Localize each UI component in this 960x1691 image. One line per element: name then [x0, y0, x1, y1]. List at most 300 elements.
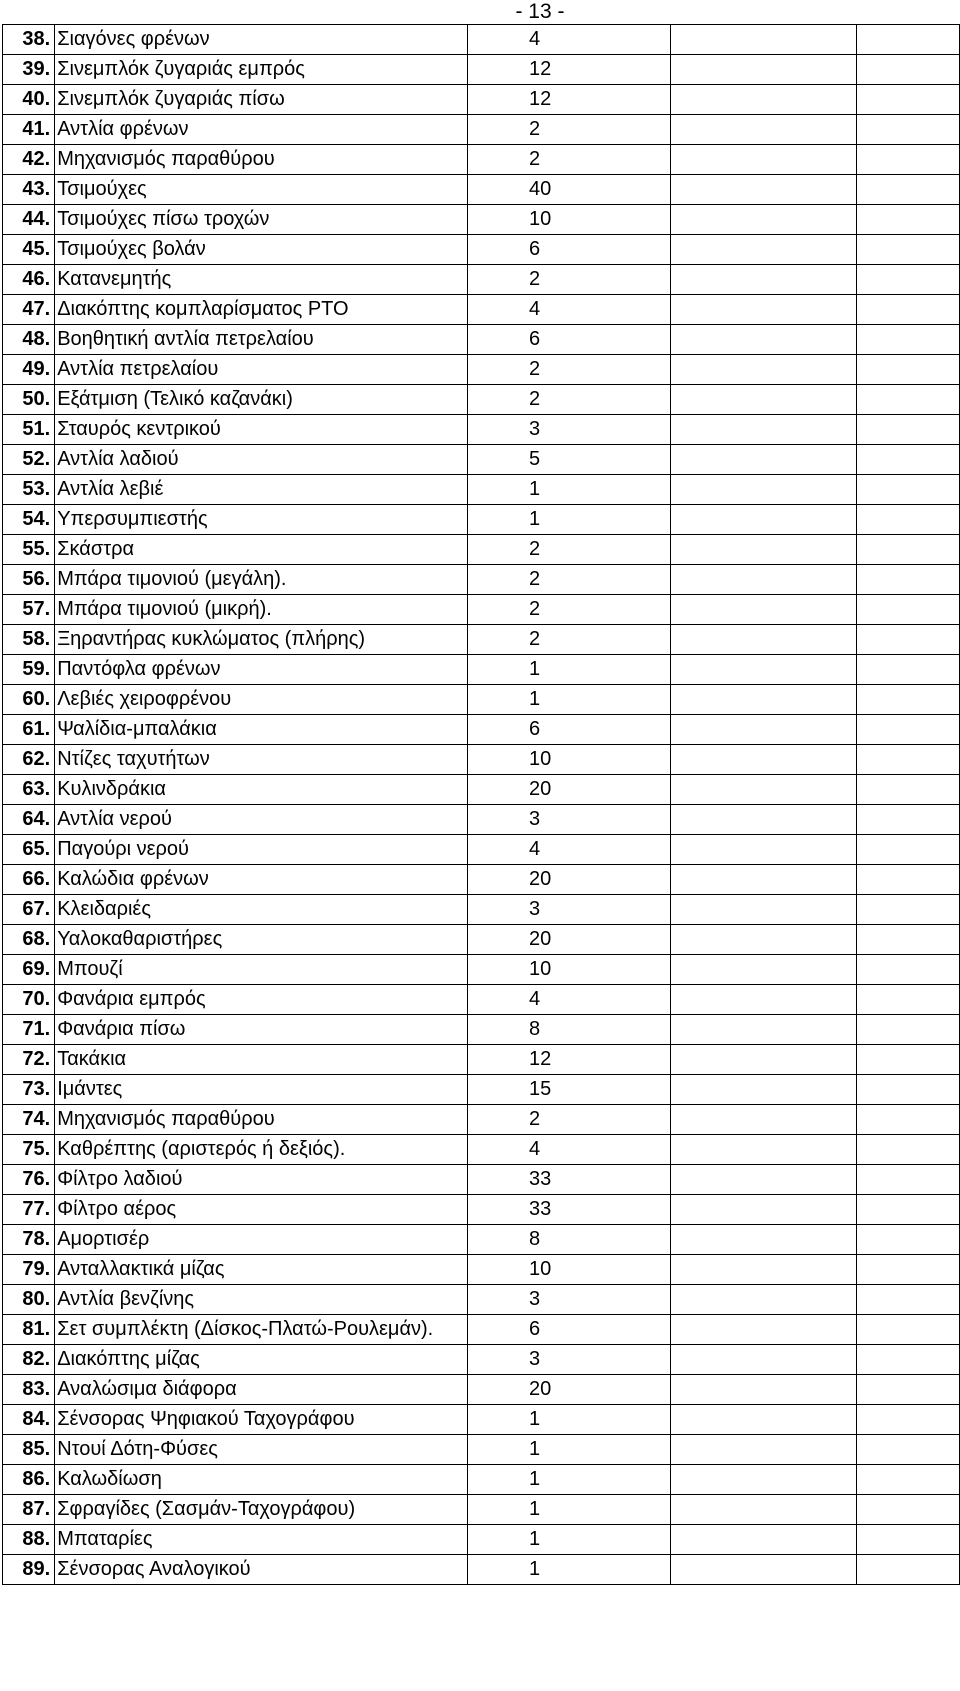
empty-cell [670, 25, 856, 55]
empty-cell [670, 1435, 856, 1465]
table-row [3, 505, 960, 535]
empty-cell [670, 85, 856, 115]
item-name: Βοηθητική αντλία πετρελαίου [55, 325, 468, 355]
item-name: Σινεμπλόκ ζυγαριάς εμπρός [55, 55, 468, 85]
item-quantity: 2 [467, 115, 670, 145]
item-number: 57. [3, 595, 55, 625]
table-row [3, 565, 960, 595]
item-number: 86. [3, 1465, 55, 1495]
item-number: 74. [3, 1105, 55, 1135]
empty-cell [857, 295, 960, 325]
table-row [3, 1285, 960, 1315]
item-quantity: 2 [467, 1105, 670, 1135]
table-row [3, 25, 960, 55]
empty-cell [670, 475, 856, 505]
item-number: 87. [3, 1495, 55, 1525]
item-number: 72. [3, 1045, 55, 1075]
table-row [3, 595, 960, 625]
item-quantity: 1 [467, 685, 670, 715]
item-quantity: 33 [467, 1165, 670, 1195]
empty-cell [670, 835, 856, 865]
item-number: 89. [3, 1555, 55, 1585]
empty-cell [857, 1345, 960, 1375]
table-row [3, 1465, 960, 1495]
item-name: Αντλία λεβιέ [55, 475, 468, 505]
item-name: Κατανεμητής [55, 265, 468, 295]
item-quantity: 2 [467, 265, 670, 295]
item-name: Σιαγόνες φρένων [55, 25, 468, 55]
empty-cell [857, 1225, 960, 1255]
empty-cell [670, 745, 856, 775]
empty-cell [857, 1165, 960, 1195]
empty-cell [857, 1375, 960, 1405]
item-quantity: 2 [467, 625, 670, 655]
item-name: Μπουζί [55, 955, 468, 985]
page-number: - 13 - [515, 0, 565, 23]
item-number: 59. [3, 655, 55, 685]
item-quantity: 20 [467, 865, 670, 895]
item-name: Εξάτμιση (Τελικό καζανάκι) [55, 385, 468, 415]
table-row [3, 835, 960, 865]
item-number: 79. [3, 1255, 55, 1285]
empty-cell [670, 1105, 856, 1135]
empty-cell [670, 1315, 856, 1345]
empty-cell [670, 1375, 856, 1405]
empty-cell [670, 355, 856, 385]
empty-cell [857, 1195, 960, 1225]
table-row [3, 685, 960, 715]
item-number: 82. [3, 1345, 55, 1375]
item-quantity: 1 [467, 505, 670, 535]
empty-cell [670, 1075, 856, 1105]
item-number: 64. [3, 805, 55, 835]
item-name: Ανταλλακτικά μίζας [55, 1255, 468, 1285]
empty-cell [857, 1525, 960, 1555]
parts-table-body [3, 25, 960, 1585]
empty-cell [857, 1405, 960, 1435]
item-number: 76. [3, 1165, 55, 1195]
empty-cell [670, 205, 856, 235]
table-row [3, 1255, 960, 1285]
empty-cell [670, 1135, 856, 1165]
item-number: 52. [3, 445, 55, 475]
empty-cell [857, 625, 960, 655]
item-number: 75. [3, 1135, 55, 1165]
table-row [3, 805, 960, 835]
empty-cell [857, 355, 960, 385]
item-quantity: 4 [467, 985, 670, 1015]
item-quantity: 40 [467, 175, 670, 205]
item-number: 39. [3, 55, 55, 85]
item-quantity: 12 [467, 85, 670, 115]
item-number: 43. [3, 175, 55, 205]
item-number: 41. [3, 115, 55, 145]
item-quantity: 6 [467, 715, 670, 745]
empty-cell [857, 265, 960, 295]
item-name: Ντουί Δότη-Φύσες [55, 1435, 468, 1465]
item-name: Μπαταρίες [55, 1525, 468, 1555]
empty-cell [670, 535, 856, 565]
item-name: Ιμάντες [55, 1075, 468, 1105]
empty-cell [857, 595, 960, 625]
empty-cell [857, 835, 960, 865]
table-row [3, 865, 960, 895]
item-name: Μηχανισμός παραθύρου [55, 1105, 468, 1135]
empty-cell [670, 115, 856, 145]
item-name: Μπάρα τιμονιού (μεγάλη). [55, 565, 468, 595]
empty-cell [670, 1015, 856, 1045]
table-row [3, 1195, 960, 1225]
item-name: Αντλία πετρελαίου [55, 355, 468, 385]
item-number: 65. [3, 835, 55, 865]
table-row [3, 1135, 960, 1165]
item-name: Φανάρια εμπρός [55, 985, 468, 1015]
empty-cell [857, 1315, 960, 1345]
item-quantity: 10 [467, 1255, 670, 1285]
empty-cell [670, 1225, 856, 1255]
table-row [3, 625, 960, 655]
empty-cell [670, 805, 856, 835]
item-quantity: 4 [467, 295, 670, 325]
item-name: Αμορτισέρ [55, 1225, 468, 1255]
item-quantity: 1 [467, 1555, 670, 1585]
item-quantity: 8 [467, 1225, 670, 1255]
table-row [3, 85, 960, 115]
item-quantity: 1 [467, 1525, 670, 1555]
empty-cell [857, 1465, 960, 1495]
empty-cell [670, 595, 856, 625]
item-number: 55. [3, 535, 55, 565]
empty-cell [857, 1555, 960, 1585]
empty-cell [670, 145, 856, 175]
empty-cell [857, 115, 960, 145]
item-quantity: 20 [467, 775, 670, 805]
item-number: 42. [3, 145, 55, 175]
empty-cell [670, 1045, 856, 1075]
item-quantity: 1 [467, 1435, 670, 1465]
empty-cell [670, 1495, 856, 1525]
empty-cell [670, 715, 856, 745]
empty-cell [670, 445, 856, 475]
empty-cell [857, 235, 960, 265]
empty-cell [670, 295, 856, 325]
item-quantity: 4 [467, 25, 670, 55]
item-quantity: 4 [467, 1135, 670, 1165]
table-row [3, 985, 960, 1015]
item-number: 46. [3, 265, 55, 295]
item-name: Φανάρια πίσω [55, 1015, 468, 1045]
item-name: Αντλία νερού [55, 805, 468, 835]
table-row [3, 175, 960, 205]
empty-cell [670, 1255, 856, 1285]
item-name: Καθρέπτης (αριστερός ή δεξιός). [55, 1135, 468, 1165]
empty-cell [857, 1135, 960, 1165]
empty-cell [857, 415, 960, 445]
table-row [3, 1015, 960, 1045]
empty-cell [857, 1255, 960, 1285]
item-name: Ψαλίδια-μπαλάκια [55, 715, 468, 745]
item-name: Μηχανισμός παραθύρου [55, 145, 468, 175]
table-row [3, 445, 960, 475]
empty-cell [857, 1045, 960, 1075]
item-number: 44. [3, 205, 55, 235]
item-quantity: 6 [467, 235, 670, 265]
empty-cell [670, 415, 856, 445]
empty-cell [857, 475, 960, 505]
item-name: Υπερσυμπιεστής [55, 505, 468, 535]
item-number: 40. [3, 85, 55, 115]
empty-cell [857, 55, 960, 85]
item-quantity: 4 [467, 835, 670, 865]
item-quantity: 1 [467, 1465, 670, 1495]
table-row [3, 535, 960, 565]
item-quantity: 3 [467, 1345, 670, 1375]
item-quantity: 12 [467, 55, 670, 85]
table-row [3, 955, 960, 985]
item-number: 56. [3, 565, 55, 595]
item-number: 73. [3, 1075, 55, 1105]
item-quantity: 3 [467, 895, 670, 925]
item-number: 84. [3, 1405, 55, 1435]
empty-cell [670, 1285, 856, 1315]
table-row [3, 775, 960, 805]
item-number: 85. [3, 1435, 55, 1465]
empty-cell [670, 385, 856, 415]
empty-cell [670, 775, 856, 805]
item-quantity: 1 [467, 655, 670, 685]
empty-cell [857, 715, 960, 745]
table-row [3, 745, 960, 775]
table-row [3, 1225, 960, 1255]
empty-cell [857, 1495, 960, 1525]
item-number: 67. [3, 895, 55, 925]
item-quantity: 12 [467, 1045, 670, 1075]
item-number: 66. [3, 865, 55, 895]
table-row [3, 415, 960, 445]
empty-cell [857, 325, 960, 355]
item-name: Μπάρα τιμονιού (μικρή). [55, 595, 468, 625]
item-number: 71. [3, 1015, 55, 1045]
empty-cell [670, 655, 856, 685]
table-row [3, 1495, 960, 1525]
item-name: Κυλινδράκια [55, 775, 468, 805]
empty-cell [857, 1435, 960, 1465]
item-number: 80. [3, 1285, 55, 1315]
item-number: 51. [3, 415, 55, 445]
item-quantity: 10 [467, 205, 670, 235]
item-quantity: 2 [467, 385, 670, 415]
empty-cell [670, 265, 856, 295]
empty-cell [857, 565, 960, 595]
empty-cell [857, 1015, 960, 1045]
item-name: Σταυρός κεντρικού [55, 415, 468, 445]
table-row [3, 295, 960, 325]
empty-cell [670, 1345, 856, 1375]
item-number: 69. [3, 955, 55, 985]
item-quantity: 3 [467, 415, 670, 445]
table-row [3, 715, 960, 745]
item-quantity: 3 [467, 1285, 670, 1315]
empty-cell [857, 745, 960, 775]
empty-cell [857, 1105, 960, 1135]
table-row [3, 115, 960, 145]
empty-cell [670, 1405, 856, 1435]
table-row [3, 1435, 960, 1465]
item-quantity: 20 [467, 925, 670, 955]
item-number: 81. [3, 1315, 55, 1345]
item-quantity: 6 [467, 1315, 670, 1345]
item-number: 45. [3, 235, 55, 265]
item-number: 70. [3, 985, 55, 1015]
table-row [3, 1555, 960, 1585]
empty-cell [857, 1285, 960, 1315]
item-quantity: 2 [467, 535, 670, 565]
item-number: 88. [3, 1525, 55, 1555]
empty-cell [857, 895, 960, 925]
empty-cell [857, 145, 960, 175]
item-number: 68. [3, 925, 55, 955]
item-quantity: 2 [467, 355, 670, 385]
item-quantity: 3 [467, 805, 670, 835]
empty-cell [857, 25, 960, 55]
table-row [3, 475, 960, 505]
table-row [3, 265, 960, 295]
table-row [3, 1375, 960, 1405]
item-name: Ντίζες ταχυτήτων [55, 745, 468, 775]
table-row [3, 1105, 960, 1135]
table-row [3, 205, 960, 235]
empty-cell [857, 925, 960, 955]
item-number: 49. [3, 355, 55, 385]
item-name: Ξηραντήρας κυκλώματος (πλήρης) [55, 625, 468, 655]
table-row [3, 1045, 960, 1075]
empty-cell [857, 955, 960, 985]
table-row [3, 385, 960, 415]
item-quantity: 6 [467, 325, 670, 355]
empty-cell [670, 1165, 856, 1195]
item-quantity: 1 [467, 1405, 670, 1435]
empty-cell [857, 865, 960, 895]
item-quantity: 5 [467, 445, 670, 475]
empty-cell [670, 55, 856, 85]
item-name: Αντλία λαδιού [55, 445, 468, 475]
item-number: 50. [3, 385, 55, 415]
item-quantity: 1 [467, 1495, 670, 1525]
item-number: 62. [3, 745, 55, 775]
empty-cell [857, 1075, 960, 1105]
empty-cell [670, 895, 856, 925]
item-name: Υαλοκαθαριστήρες [55, 925, 468, 955]
table-row [3, 1075, 960, 1105]
item-name: Αντλία βενζίνης [55, 1285, 468, 1315]
item-quantity: 2 [467, 565, 670, 595]
table-row [3, 1165, 960, 1195]
item-name: Παγούρι νερού [55, 835, 468, 865]
empty-cell [857, 445, 960, 475]
empty-cell [670, 325, 856, 355]
item-name: Κλειδαριές [55, 895, 468, 925]
item-name: Τσιμούχες πίσω τροχών [55, 205, 468, 235]
item-name: Σινεμπλόκ ζυγαριάς πίσω [55, 85, 468, 115]
item-quantity: 10 [467, 745, 670, 775]
item-name: Διακόπτης κομπλαρίσματος PTO [55, 295, 468, 325]
empty-cell [670, 685, 856, 715]
empty-cell [857, 535, 960, 565]
item-name: Σφραγίδες (Σασμάν-Ταχογράφου) [55, 1495, 468, 1525]
item-number: 47. [3, 295, 55, 325]
item-number: 61. [3, 715, 55, 745]
empty-cell [857, 175, 960, 205]
item-name: Τσιμούχες [55, 175, 468, 205]
item-name: Σένσορας Ψηφιακού Ταχογράφου [55, 1405, 468, 1435]
empty-cell [670, 1525, 856, 1555]
item-quantity: 33 [467, 1195, 670, 1225]
item-number: 53. [3, 475, 55, 505]
empty-cell [857, 685, 960, 715]
table-row [3, 55, 960, 85]
empty-cell [670, 1195, 856, 1225]
item-name: Σκάστρα [55, 535, 468, 565]
parts-table [2, 24, 960, 1585]
empty-cell [857, 205, 960, 235]
empty-cell [670, 925, 856, 955]
empty-cell [857, 655, 960, 685]
table-row [3, 895, 960, 925]
table-row [3, 1525, 960, 1555]
item-name: Φίλτρο λαδιού [55, 1165, 468, 1195]
item-name: Αναλώσιμα διάφορα [55, 1375, 468, 1405]
item-name: Αντλία φρένων [55, 115, 468, 145]
table-row [3, 355, 960, 385]
empty-cell [670, 955, 856, 985]
empty-cell [670, 505, 856, 535]
item-number: 48. [3, 325, 55, 355]
item-name: Παντόφλα φρένων [55, 655, 468, 685]
item-number: 60. [3, 685, 55, 715]
table-row [3, 655, 960, 685]
table-row [3, 1405, 960, 1435]
empty-cell [857, 85, 960, 115]
table-row [3, 1345, 960, 1375]
empty-cell [670, 985, 856, 1015]
item-quantity: 15 [467, 1075, 670, 1105]
item-number: 83. [3, 1375, 55, 1405]
table-row [3, 1315, 960, 1345]
empty-cell [857, 385, 960, 415]
empty-cell [670, 625, 856, 655]
item-quantity: 8 [467, 1015, 670, 1045]
item-name: Τακάκια [55, 1045, 468, 1075]
item-quantity: 20 [467, 1375, 670, 1405]
item-name: Φίλτρο αέρος [55, 1195, 468, 1225]
item-name: Σένσορας Αναλογικού [55, 1555, 468, 1585]
item-name: Λεβιές χειροφρένου [55, 685, 468, 715]
empty-cell [670, 175, 856, 205]
item-number: 77. [3, 1195, 55, 1225]
item-quantity: 10 [467, 955, 670, 985]
item-quantity: 2 [467, 145, 670, 175]
empty-cell [670, 1555, 856, 1585]
empty-cell [670, 565, 856, 595]
empty-cell [857, 775, 960, 805]
empty-cell [857, 805, 960, 835]
item-number: 78. [3, 1225, 55, 1255]
item-number: 38. [3, 25, 55, 55]
table-row [3, 145, 960, 175]
empty-cell [670, 865, 856, 895]
item-number: 54. [3, 505, 55, 535]
item-quantity: 2 [467, 595, 670, 625]
